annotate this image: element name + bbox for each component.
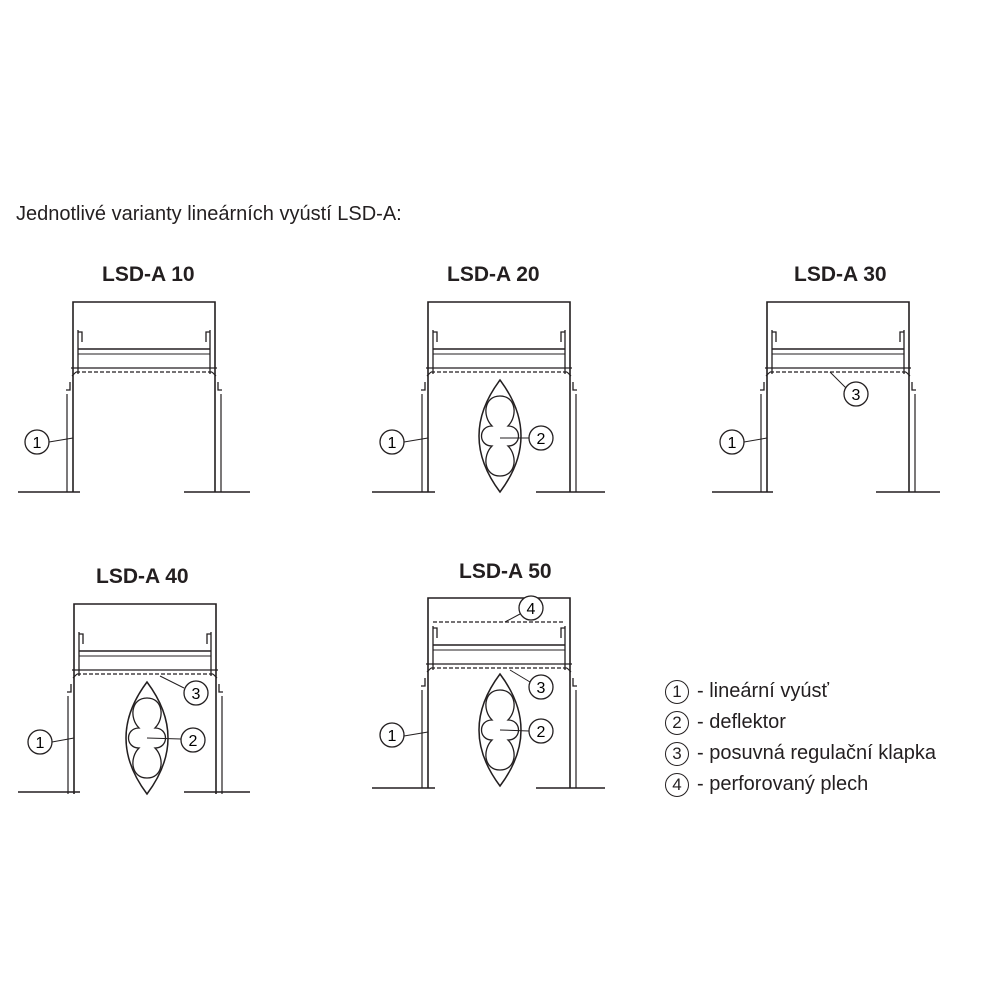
- legend-item: [665, 738, 936, 769]
- variant-title-10: LSD-A 10: [102, 263, 195, 286]
- variant-drawing-50: [372, 596, 605, 788]
- legend-number: 3: [665, 742, 689, 766]
- intro-text: Jednotlivé varianty lineárních vyústí LSD-A:: [16, 203, 402, 225]
- callout-3: 3: [851, 387, 861, 404]
- variant-title-20: LSD-A 20: [447, 263, 540, 286]
- callout-3: 3: [191, 686, 201, 703]
- variant-drawing-20: [372, 302, 605, 492]
- variant-title-30: LSD-A 30: [794, 263, 887, 286]
- callout-1: 1: [32, 435, 42, 452]
- variant-drawing-40: [18, 604, 250, 794]
- callout-4: 4: [526, 601, 536, 618]
- legend: [665, 676, 936, 800]
- variant-drawing-10: [18, 302, 250, 492]
- variant-title-40: LSD-A 40: [96, 565, 189, 588]
- legend-text: - lineární vyúsť: [697, 680, 829, 702]
- legend-number: 4: [665, 773, 689, 797]
- callout-1: 1: [387, 435, 397, 452]
- callout-1: 1: [387, 728, 397, 745]
- legend-text: - posuvná regulační klapka: [697, 742, 937, 764]
- legend-text: - perforovaný plech: [697, 773, 869, 795]
- legend-number: 2: [665, 711, 689, 735]
- legend-number: 1: [665, 680, 689, 704]
- callout-2: 2: [536, 724, 546, 741]
- callout-1: 1: [35, 735, 45, 752]
- legend-item: [665, 769, 936, 800]
- variant-drawing-30: [712, 302, 940, 492]
- callout-2: 2: [188, 733, 198, 750]
- legend-item: [665, 707, 936, 738]
- legend-text: - deflektor: [697, 711, 786, 733]
- variant-title-50: LSD-A 50: [459, 560, 552, 583]
- legend-item: [665, 676, 936, 707]
- callout-1: 1: [727, 435, 737, 452]
- callout-3: 3: [536, 680, 546, 697]
- callout-2: 2: [536, 431, 546, 448]
